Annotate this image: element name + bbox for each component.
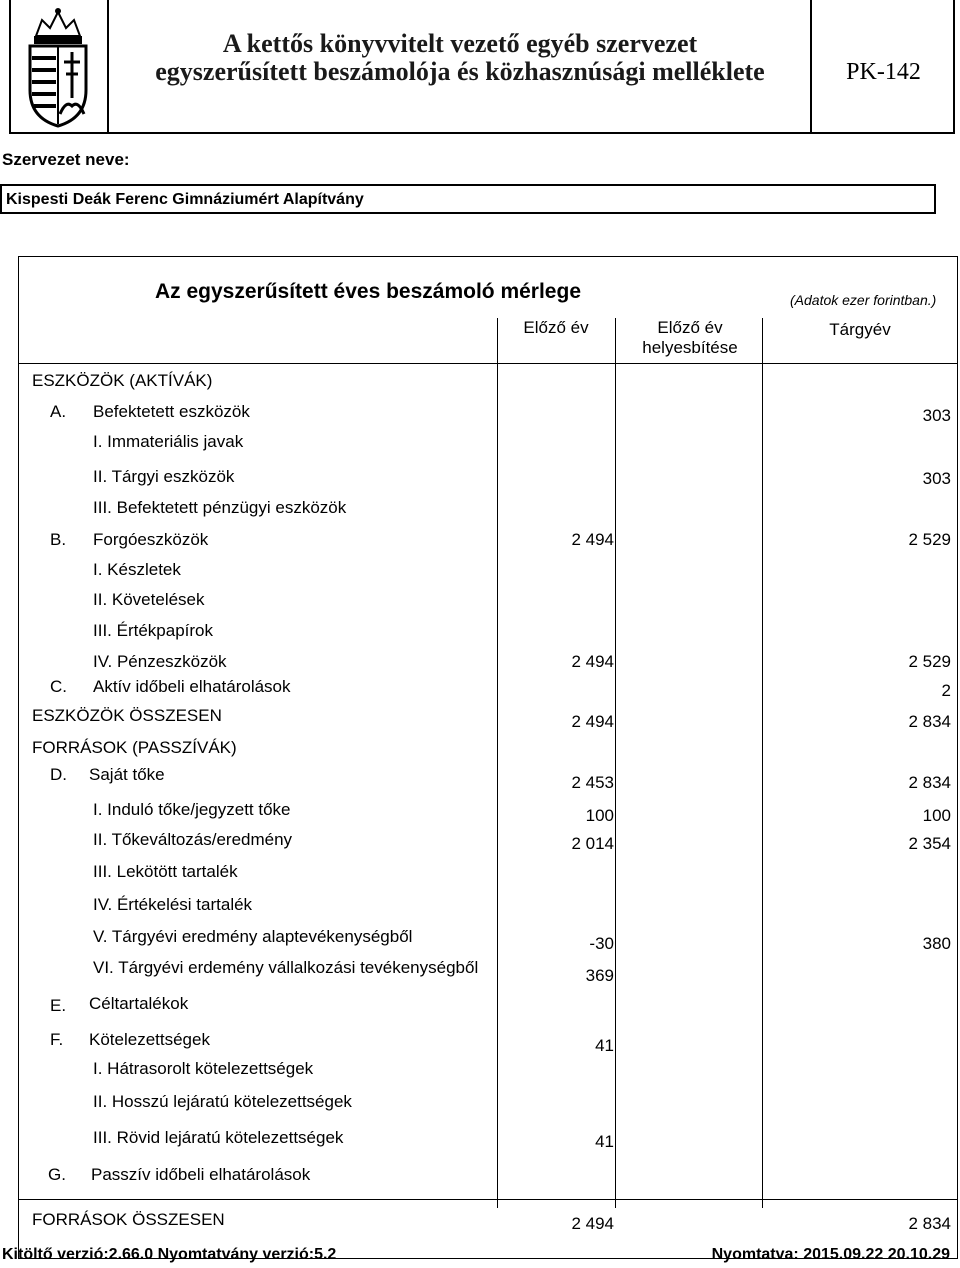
col-header-prev: Előző év bbox=[523, 318, 589, 337]
row-code-b: B. bbox=[50, 530, 67, 549]
org-name-field bbox=[0, 184, 936, 214]
row-curr-a: 303 bbox=[922, 406, 951, 425]
col-prev-divider bbox=[497, 318, 498, 1208]
row-label-d2: II. Tőkeváltozás/eredmény bbox=[93, 830, 293, 849]
row-code-f: F. bbox=[50, 1030, 64, 1049]
row-code-d: D. bbox=[50, 765, 67, 784]
row-label-f: Kötelezettségek bbox=[89, 1030, 210, 1049]
row-prev-total-liabilities: 2 494 bbox=[571, 1214, 614, 1233]
row-total-assets: ESZKÖZÖK ÖSSZESEN bbox=[32, 706, 222, 725]
row-curr-c: 2 bbox=[941, 681, 951, 700]
lower-divider bbox=[18, 1199, 958, 1200]
row-label-b1: I. Készletek bbox=[93, 560, 181, 579]
header-underline bbox=[18, 363, 958, 364]
row-label-a2: II. Tárgyi eszközök bbox=[93, 467, 235, 486]
col-header-corr bbox=[630, 318, 750, 358]
row-label-b3: III. Értékpapírok bbox=[93, 621, 213, 640]
footer-version: Kitöltő verzió:2.66.0 Nyomtatvány verzió:5.2 bbox=[2, 1246, 337, 1263]
row-label-c: Aktív időbeli elhatárolások bbox=[93, 677, 291, 696]
row-prev-d: 2 453 bbox=[571, 773, 614, 792]
row-label-f1: I. Hátrasorolt kötelezettségek bbox=[93, 1059, 314, 1078]
org-label: Szervezet neve: bbox=[2, 150, 130, 169]
org-name: Kispesti Deák Ferenc Gimnáziumért Alapítvány bbox=[6, 191, 364, 208]
unit-note: (Adatok ezer forintban.) bbox=[790, 292, 937, 308]
form-title-line2: egyszerűsített beszámolója és közhasznúsági melléklete bbox=[155, 57, 765, 86]
row-label-f3: III. Rövid lejáratú kötelezettségek bbox=[93, 1128, 344, 1147]
col-header-corr-line2: helyesbítése bbox=[642, 338, 738, 357]
row-code-g: G. bbox=[48, 1165, 66, 1184]
row-curr-total-assets: 2 834 bbox=[908, 712, 951, 731]
row-prev-d2: 2 014 bbox=[571, 834, 614, 853]
row-label-d: Saját tőke bbox=[89, 765, 165, 784]
col-header-curr: Tárgyév bbox=[829, 320, 891, 339]
row-prev-total-assets: 2 494 bbox=[571, 712, 614, 731]
row-code-e: E. bbox=[50, 996, 67, 1015]
form-code: PK-142 bbox=[846, 59, 921, 85]
row-section-liabilities: FORRÁSOK (PASSZÍVÁK) bbox=[32, 738, 237, 757]
row-label-b: Forgóeszközök bbox=[93, 530, 209, 549]
row-label-d5: V. Tárgyévi eredmény alaptevékenységből bbox=[93, 927, 413, 946]
row-code-c: C. bbox=[50, 677, 67, 696]
row-label-a3: III. Befektetett pénzügyi eszközök bbox=[93, 498, 347, 517]
row-label-d4: IV. Értékelési tartalék bbox=[93, 895, 253, 914]
row-prev-f: 41 bbox=[595, 1036, 614, 1055]
row-code-a: A. bbox=[50, 402, 67, 421]
row-prev-f3: 41 bbox=[595, 1132, 614, 1151]
form-title-line1: A kettős könyvvitelt vezető egyéb szervezet bbox=[222, 29, 698, 58]
row-label-e: Céltartalékok bbox=[89, 994, 189, 1013]
row-label-b2: II. Követelések bbox=[93, 590, 205, 609]
row-label-g: Passzív időbeli elhatárolások bbox=[91, 1165, 311, 1184]
row-prev-d1: 100 bbox=[585, 806, 614, 825]
coat-of-arms-logo bbox=[22, 6, 94, 128]
row-curr-b4: 2 529 bbox=[908, 652, 951, 671]
row-label-a1: I. Immateriális javak bbox=[93, 432, 244, 451]
row-prev-d6: 369 bbox=[585, 966, 614, 985]
row-label-a: Befektetett eszközök bbox=[93, 402, 250, 421]
row-section-assets: ESZKÖZÖK (AKTÍVÁK) bbox=[32, 371, 213, 390]
row-total-liabilities: FORRÁSOK ÖSSZESEN bbox=[32, 1210, 225, 1229]
col-curr-divider bbox=[762, 318, 763, 1208]
row-label-d6: VI. Tárgyévi erdemény vállalkozási tevékenységből bbox=[93, 958, 479, 977]
row-label-b4: IV. Pénzeszközök bbox=[93, 652, 227, 671]
row-prev-b: 2 494 bbox=[571, 530, 614, 549]
col-header-corr-line1: Előző év bbox=[657, 318, 723, 337]
row-curr-b: 2 529 bbox=[908, 530, 951, 549]
row-curr-d: 2 834 bbox=[908, 773, 951, 792]
row-curr-d5: 380 bbox=[922, 934, 951, 953]
col-corr-divider bbox=[615, 318, 616, 1208]
header-divider-left bbox=[107, 0, 109, 134]
row-label-d3: III. Lekötött tartalék bbox=[93, 862, 238, 881]
balance-title: Az egyszerűsített éves beszámoló mérlege bbox=[154, 280, 581, 303]
footer-print-date: Nyomtatva: 2015.09.22 20.10.29 bbox=[711, 1246, 950, 1263]
row-label-d1: I. Induló tőke/jegyzett tőke bbox=[93, 800, 291, 819]
form-title bbox=[110, 30, 810, 86]
row-curr-a2: 303 bbox=[922, 469, 951, 488]
row-label-f2: II. Hosszú lejáratú kötelezettségek bbox=[93, 1092, 352, 1111]
row-curr-d2: 2 354 bbox=[908, 834, 951, 853]
row-curr-d1: 100 bbox=[922, 806, 951, 825]
row-curr-total-liabilities: 2 834 bbox=[908, 1214, 951, 1233]
row-prev-b4: 2 494 bbox=[571, 652, 614, 671]
row-prev-d5: -30 bbox=[589, 934, 614, 953]
